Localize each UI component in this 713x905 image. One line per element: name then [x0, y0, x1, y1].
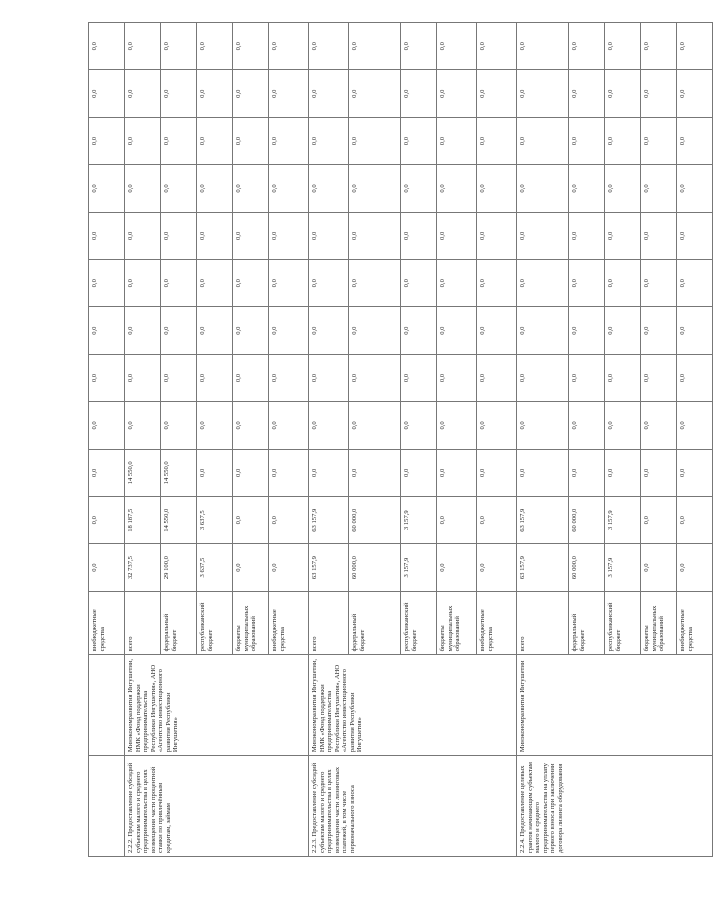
value-cell: 0,0	[641, 117, 677, 164]
value-cell: 0,0	[197, 449, 233, 496]
value-cell: 0,0	[233, 449, 269, 496]
executor-cell: Минэкономразвития Ингушетии, НМК «Фонд поддержки предпринимательства Республики Ингушетия», АНО «Агентство инвестиционного развития Республики Ингушетия»	[125, 655, 309, 756]
value-cell: 63 157,9	[517, 497, 569, 544]
source-cell: всего	[125, 591, 161, 655]
event-cell: 2.2.4. Предоставление целевых грантов начинающим субъектам малого и среднего предпринимательства на уплату первого взноса при заключении договора лизинга оборудования	[517, 756, 713, 857]
value-cell: 0,0	[269, 23, 309, 70]
value-cell: 0,0	[437, 23, 477, 70]
value-cell: 0,0	[401, 402, 437, 449]
table-row	[517, 23, 569, 857]
value-cell: 14 550,0	[161, 449, 197, 496]
value-cell: 0,0	[569, 165, 605, 212]
value-cell: 0,0	[269, 212, 309, 259]
value-cell: 14 550,0	[161, 497, 197, 544]
value-cell: 3 637,5	[197, 544, 233, 591]
value-cell: 60 000,0	[569, 544, 605, 591]
table-row	[125, 23, 161, 857]
value-cell: 0,0	[677, 70, 713, 117]
value-cell: 0,0	[89, 23, 125, 70]
value-cell: 0,0	[309, 307, 349, 354]
value-cell: 0,0	[677, 449, 713, 496]
value-cell: 0,0	[437, 212, 477, 259]
value-cell: 0,0	[269, 449, 309, 496]
value-cell: 0,0	[349, 23, 401, 70]
value-cell: 0,0	[233, 307, 269, 354]
value-cell: 0,0	[125, 70, 161, 117]
source-cell: внебюджетные средства	[269, 591, 309, 655]
value-cell: 0,0	[641, 402, 677, 449]
value-cell: 0,0	[233, 117, 269, 164]
value-cell: 0,0	[309, 23, 349, 70]
value-cell: 0,0	[125, 212, 161, 259]
value-cell: 60 000,0	[349, 544, 401, 591]
value-cell: 0,0	[125, 165, 161, 212]
value-cell: 0,0	[401, 260, 437, 307]
value-cell: 0,0	[569, 117, 605, 164]
value-cell: 0,0	[197, 402, 233, 449]
value-cell: 0,0	[677, 165, 713, 212]
value-cell: 0,0	[197, 212, 233, 259]
source-cell: бюджеты муниципальных образований	[641, 591, 677, 655]
value-cell: 0,0	[233, 260, 269, 307]
value-cell: 0,0	[437, 260, 477, 307]
value-cell: 0,0	[269, 544, 309, 591]
value-cell: 0,0	[233, 165, 269, 212]
value-cell: 0,0	[269, 497, 309, 544]
value-cell: 0,0	[197, 165, 233, 212]
value-cell: 0,0	[233, 354, 269, 401]
value-cell: 60 000,0	[569, 497, 605, 544]
value-cell: 0,0	[437, 497, 477, 544]
value-cell: 0,0	[349, 307, 401, 354]
executor-cell: Минэкономразвития Ингушетии	[517, 655, 713, 756]
value-cell: 0,0	[437, 165, 477, 212]
value-cell: 0,0	[197, 23, 233, 70]
value-cell: 0,0	[677, 307, 713, 354]
value-cell: 0,0	[89, 497, 125, 544]
value-cell: 0,0	[349, 260, 401, 307]
value-cell: 0,0	[477, 449, 517, 496]
value-cell: 0,0	[641, 497, 677, 544]
value-cell: 3 637,5	[197, 497, 233, 544]
value-cell: 0,0	[605, 70, 641, 117]
budget-table	[88, 22, 713, 857]
value-cell: 0,0	[437, 449, 477, 496]
value-cell: 0,0	[477, 70, 517, 117]
value-cell: 0,0	[89, 212, 125, 259]
value-cell: 0,0	[309, 165, 349, 212]
value-cell: 0,0	[89, 544, 125, 591]
value-cell: 0,0	[437, 544, 477, 591]
source-cell: всего	[517, 591, 569, 655]
value-cell: 0,0	[605, 23, 641, 70]
value-cell: 0,0	[641, 260, 677, 307]
value-cell: 0,0	[517, 260, 569, 307]
value-cell: 0,0	[641, 449, 677, 496]
value-cell: 0,0	[437, 70, 477, 117]
value-cell: 0,0	[309, 354, 349, 401]
value-cell: 0,0	[309, 70, 349, 117]
value-cell: 0,0	[125, 260, 161, 307]
value-cell: 0,0	[569, 402, 605, 449]
value-cell: 0,0	[677, 497, 713, 544]
value-cell: 0,0	[125, 307, 161, 354]
value-cell: 0,0	[641, 165, 677, 212]
value-cell: 0,0	[641, 23, 677, 70]
value-cell: 0,0	[89, 307, 125, 354]
value-cell: 0,0	[269, 70, 309, 117]
source-cell: внебюджетные средства	[477, 591, 517, 655]
value-cell: 3 157,9	[401, 544, 437, 591]
value-cell: 0,0	[517, 449, 569, 496]
value-cell: 0,0	[161, 307, 197, 354]
value-cell: 0,0	[437, 307, 477, 354]
value-cell: 0,0	[161, 23, 197, 70]
event-cell: 2.2.2. Предоставление субсидий субъектам малого и среднего предпринимательства в целях возмещения части процентной ставки по привлечённым кредитам, займам	[125, 756, 309, 857]
value-cell: 0,0	[641, 70, 677, 117]
value-cell: 63 157,9	[309, 544, 349, 591]
source-cell: внебюджетные средства	[89, 591, 125, 655]
source-cell: федеральный бюджет	[569, 591, 605, 655]
value-cell: 0,0	[437, 354, 477, 401]
value-cell: 0,0	[477, 212, 517, 259]
value-cell: 63 157,9	[517, 544, 569, 591]
value-cell: 32 737,5	[125, 544, 161, 591]
value-cell: 60 000,0	[349, 497, 401, 544]
value-cell: 0,0	[605, 354, 641, 401]
value-cell: 0,0	[641, 354, 677, 401]
value-cell: 0,0	[269, 354, 309, 401]
value-cell: 0,0	[677, 117, 713, 164]
event-cell	[89, 756, 125, 857]
value-cell: 0,0	[517, 117, 569, 164]
value-cell: 0,0	[233, 402, 269, 449]
value-cell: 0,0	[569, 70, 605, 117]
value-cell: 0,0	[569, 23, 605, 70]
value-cell: 0,0	[517, 70, 569, 117]
value-cell: 0,0	[517, 307, 569, 354]
source-cell: всего	[309, 591, 349, 655]
value-cell: 0,0	[477, 117, 517, 164]
value-cell: 0,0	[517, 165, 569, 212]
value-cell: 0,0	[125, 23, 161, 70]
value-cell: 0,0	[349, 402, 401, 449]
value-cell: 0,0	[89, 117, 125, 164]
value-cell: 0,0	[309, 212, 349, 259]
value-cell: 0,0	[477, 260, 517, 307]
executor-cell: Минэкономразвития Ингушетии, НМК «Фонд поддержки предпринимательства Республики Ингушетия», АНО «Агентство инвестиционного развития Республики Ингушетия»	[309, 655, 517, 756]
value-cell: 0,0	[401, 354, 437, 401]
value-cell: 0,0	[197, 307, 233, 354]
value-cell: 0,0	[269, 402, 309, 449]
value-cell: 0,0	[233, 212, 269, 259]
value-cell: 0,0	[605, 449, 641, 496]
value-cell: 0,0	[477, 307, 517, 354]
value-cell: 0,0	[401, 70, 437, 117]
value-cell: 0,0	[477, 497, 517, 544]
source-cell: республиканский бюджет	[605, 591, 641, 655]
value-cell: 0,0	[677, 544, 713, 591]
value-cell: 0,0	[309, 117, 349, 164]
value-cell: 3 157,9	[605, 544, 641, 591]
value-cell: 29 100,0	[161, 544, 197, 591]
value-cell: 0,0	[641, 307, 677, 354]
value-cell: 0,0	[89, 402, 125, 449]
source-cell: федеральный бюджет	[349, 591, 401, 655]
value-cell: 0,0	[517, 212, 569, 259]
value-cell: 0,0	[477, 544, 517, 591]
value-cell: 0,0	[677, 260, 713, 307]
value-cell: 0,0	[569, 212, 605, 259]
value-cell: 0,0	[477, 165, 517, 212]
value-cell: 0,0	[477, 23, 517, 70]
value-cell: 0,0	[677, 23, 713, 70]
source-cell: федеральный бюджет	[161, 591, 197, 655]
value-cell: 0,0	[161, 402, 197, 449]
value-cell: 0,0	[401, 117, 437, 164]
value-cell: 0,0	[233, 544, 269, 591]
value-cell: 0,0	[401, 449, 437, 496]
value-cell: 0,0	[89, 354, 125, 401]
value-cell: 0,0	[269, 307, 309, 354]
value-cell: 18 187,5	[125, 497, 161, 544]
value-cell: 0,0	[401, 307, 437, 354]
value-cell: 0,0	[605, 165, 641, 212]
value-cell: 0,0	[605, 402, 641, 449]
value-cell: 3 157,9	[605, 497, 641, 544]
value-cell: 0,0	[125, 354, 161, 401]
value-cell: 0,0	[161, 117, 197, 164]
value-cell: 0,0	[605, 117, 641, 164]
value-cell: 0,0	[349, 165, 401, 212]
value-cell: 0,0	[605, 212, 641, 259]
value-cell: 0,0	[569, 449, 605, 496]
source-cell: республиканский бюджет	[197, 591, 233, 655]
value-cell: 0,0	[641, 544, 677, 591]
value-cell: 0,0	[477, 354, 517, 401]
value-cell: 0,0	[677, 354, 713, 401]
value-cell: 0,0	[161, 165, 197, 212]
value-cell: 0,0	[517, 23, 569, 70]
value-cell: 0,0	[401, 23, 437, 70]
value-cell: 0,0	[517, 354, 569, 401]
value-cell: 0,0	[677, 212, 713, 259]
value-cell: 0,0	[161, 354, 197, 401]
value-cell: 0,0	[125, 117, 161, 164]
value-cell: 0,0	[89, 449, 125, 496]
value-cell: 0,0	[89, 165, 125, 212]
value-cell: 0,0	[569, 307, 605, 354]
value-cell: 0,0	[605, 307, 641, 354]
value-cell: 0,0	[197, 117, 233, 164]
value-cell: 0,0	[309, 402, 349, 449]
value-cell: 0,0	[161, 70, 197, 117]
value-cell: 0,0	[677, 402, 713, 449]
table-row	[309, 23, 349, 857]
value-cell: 0,0	[161, 260, 197, 307]
value-cell: 0,0	[349, 449, 401, 496]
value-cell: 0,0	[401, 212, 437, 259]
event-cell: 2.2.3. Предоставление субсидий субъектам малого и среднего предпринимательства в целях возмещения части лизинговых платежей, в том числе первоначального взноса	[309, 756, 517, 857]
value-cell: 3 157,9	[401, 497, 437, 544]
value-cell: 0,0	[89, 70, 125, 117]
value-cell: 0,0	[349, 117, 401, 164]
value-cell: 0,0	[569, 260, 605, 307]
value-cell: 0,0	[517, 402, 569, 449]
value-cell: 0,0	[437, 117, 477, 164]
value-cell: 0,0	[233, 497, 269, 544]
value-cell: 0,0	[349, 354, 401, 401]
executor-cell	[89, 655, 125, 756]
value-cell: 0,0	[641, 212, 677, 259]
value-cell: 63 157,9	[309, 497, 349, 544]
value-cell: 0,0	[197, 70, 233, 117]
value-cell: 0,0	[89, 260, 125, 307]
value-cell: 0,0	[269, 260, 309, 307]
value-cell: 0,0	[269, 117, 309, 164]
source-cell: внебюджетные средства	[677, 591, 713, 655]
value-cell: 0,0	[309, 449, 349, 496]
value-cell: 0,0	[125, 402, 161, 449]
value-cell: 0,0	[269, 165, 309, 212]
value-cell: 0,0	[605, 260, 641, 307]
value-cell: 0,0	[197, 354, 233, 401]
value-cell: 0,0	[401, 165, 437, 212]
value-cell: 0,0	[197, 260, 233, 307]
value-cell: 0,0	[161, 212, 197, 259]
value-cell: 0,0	[569, 354, 605, 401]
value-cell: 0,0	[477, 402, 517, 449]
source-cell: бюджеты муниципальных образований	[437, 591, 477, 655]
value-cell: 14 550,0	[125, 449, 161, 496]
value-cell: 0,0	[349, 70, 401, 117]
value-cell: 0,0	[233, 23, 269, 70]
value-cell: 0,0	[349, 212, 401, 259]
value-cell: 0,0	[437, 402, 477, 449]
source-cell: республиканский бюджет	[401, 591, 437, 655]
value-cell: 0,0	[233, 70, 269, 117]
table-row	[89, 23, 125, 857]
source-cell: бюджеты муниципальных образований	[233, 591, 269, 655]
rotated-table-wrapper	[88, 22, 694, 857]
value-cell: 0,0	[309, 260, 349, 307]
